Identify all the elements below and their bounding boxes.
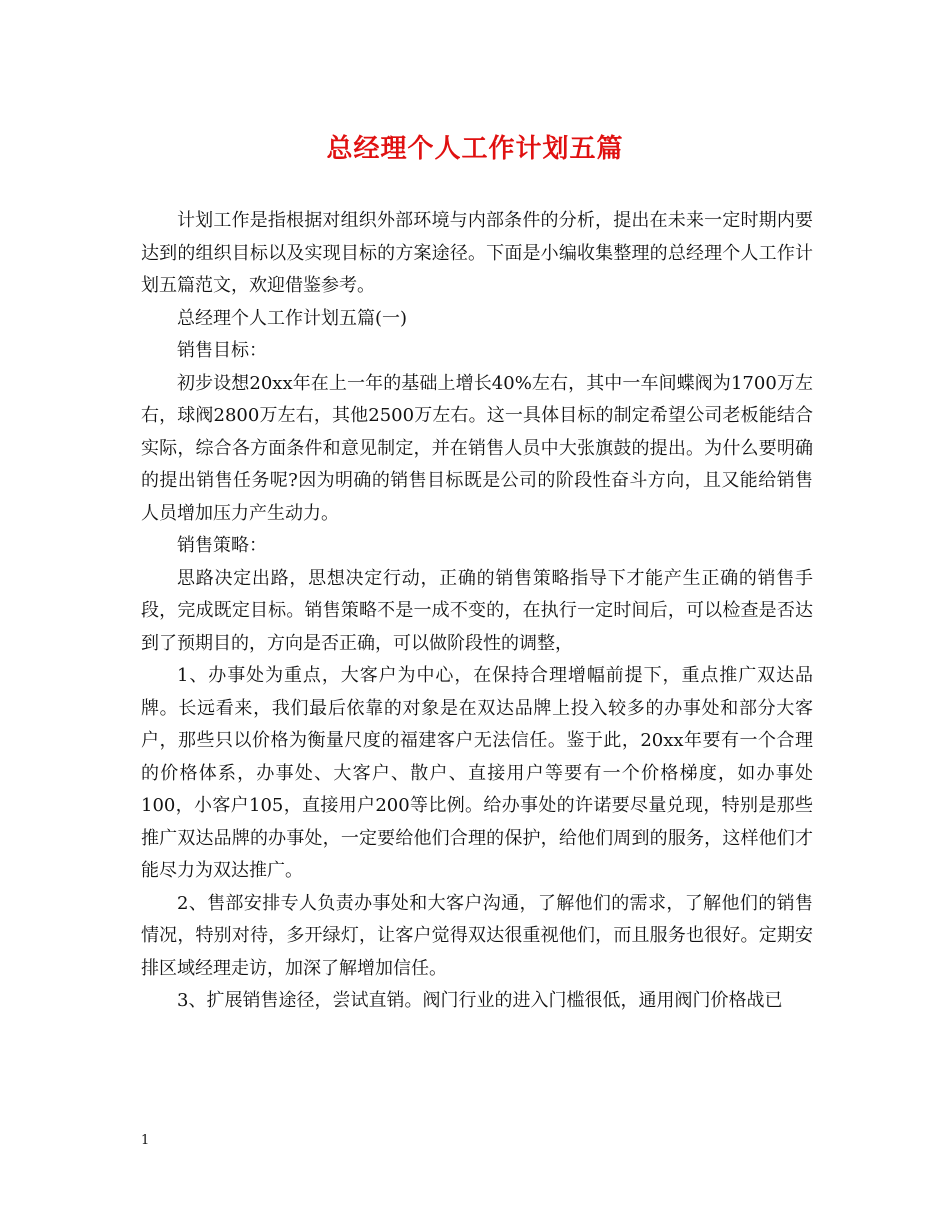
intro-paragraph: 计划工作是指根据对组织外部环境与内部条件的分析，提出在未来一定时期内要达到的组织目标以及实现目标的方案途径。下面是小编收集整理的总经理个人工作计划五篇范文，欢迎借鉴参考。 [141, 210, 813, 296]
strategy-item-1: 1、办事处为重点，大客户为中心，在保持合理增幅前提下，重点推广双达品牌。长远看来，我们最后依靠的对象是在双达品牌上投入较多的办事处和部分大客户，那些只以价格为衡量尺度的福建客户无法信任。鉴于此，20xx年要有一个合理的价格体系，办事处、大客户、散户、直接用户等要有一个价格梯度，如办事处100，小客户105，直接用户200等比例。给办事处的许诺要尽量兑现，特别是那些推广双达品牌的办事处，一定要给他们合理的保护，给他们周到的服务，这样他们才能尽力为双达推广。 [141, 665, 813, 881]
strategy-item-3: 3、扩展销售途径，尝试直销。阀门行业的进入门槛很低，通用阀门价格战已 [177, 990, 783, 1011]
subheading-sales-strategy: 销售策略： [177, 535, 267, 556]
sales-target-paragraph: 初步设想20xx年在上一年的基础上增长40%左右，其中一车间蝶阀为1700万左右，球阀2800万左右，其他2500万左右。这一具体目标的制定希望公司老板能结合实际，综合各方面条件和意见制定，并在销售人员中大张旗鼓的提出。为什么要明确的提出销售任务呢?因为明确的销售目标既是公司的阶段性奋斗方向，且又能给销售人员增加压力产生动力。 [141, 372, 813, 524]
strategy-item-2: 2、售部安排专人负责办事处和大客户沟通，了解他们的需求，了解他们的销售情况，特别对待，多开绿灯，让客户觉得双达很重视他们，而且服务也很好。定期安排区域经理走访，加深了解增加信任。 [141, 892, 813, 979]
section-heading-plan-one: 总经理个人工作计划五篇(一) [177, 307, 408, 329]
document-title: 总经理个人工作计划五篇 [326, 134, 624, 164]
page-number: 1 [141, 1133, 150, 1148]
document-body [141, 205, 813, 1018]
subheading-sales-target: 销售目标： [177, 340, 267, 361]
sales-strategy-paragraph: 思路决定出路，思想决定行动，正确的销售策略指导下才能产生正确的销售手段，完成既定目标。销售策略不是一成不变的，在执行一定时间后，可以检查是否达到了预期目的，方向是否正确，可以做阶段性的调整， [141, 567, 813, 654]
